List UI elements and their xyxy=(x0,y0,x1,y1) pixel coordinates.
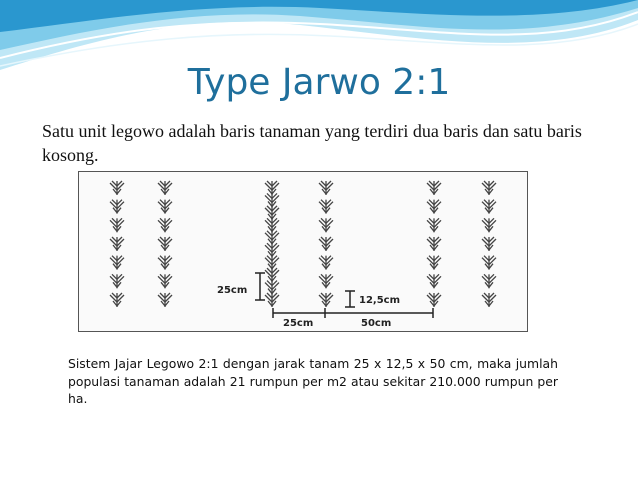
rice-plant-icon xyxy=(427,274,441,288)
rice-plant-icon xyxy=(265,293,279,307)
rice-plant-icon xyxy=(110,181,124,195)
rice-plant-icon xyxy=(158,200,172,214)
rice-plant-icon xyxy=(110,256,124,270)
rice-plant-icon xyxy=(482,218,496,232)
rice-plant-icon xyxy=(319,274,333,288)
rice-plant-icon xyxy=(158,181,172,195)
rice-plant-icon xyxy=(482,237,496,251)
slide-title: Type Jarwo 2:1 xyxy=(187,62,451,103)
label-50cm: 50cm xyxy=(361,318,392,329)
rice-plant-grid xyxy=(110,181,496,307)
rice-plant-icon xyxy=(482,256,496,270)
rice-plant-icon xyxy=(110,274,124,288)
rice-plant-icon xyxy=(158,256,172,270)
rice-plant-icon xyxy=(110,200,124,214)
rice-plant-icon xyxy=(482,200,496,214)
label-25cm-vertical: 25cm xyxy=(217,285,248,296)
dimension-in-row-12-5 xyxy=(345,291,400,307)
rice-plant-icon xyxy=(110,218,124,232)
rice-plant-icon xyxy=(110,237,124,251)
jarwo-diagram xyxy=(78,171,528,332)
rice-plant-icon xyxy=(158,274,172,288)
rice-plant-icon xyxy=(265,281,279,295)
dimension-vertical-25 xyxy=(217,273,265,300)
rice-plant-icon xyxy=(319,237,333,251)
label-12-5cm: 12,5cm xyxy=(359,295,401,306)
label-25cm-horizontal: 25cm xyxy=(283,318,314,329)
rice-plant-icon xyxy=(319,218,333,232)
rice-plant-icon xyxy=(158,218,172,232)
rice-plant-icon xyxy=(319,293,333,307)
dimension-horizontal xyxy=(273,308,433,329)
caption-text: Sistem Jajar Legowo 2:1 dengan jarak tanam 25 x 12,5 x 50 cm, maka jumlah populasi tanaman adalah 21 rumpun per m2 atau sekitar 210.000 rumpun per ha. xyxy=(68,356,558,406)
rice-plant-icon xyxy=(427,200,441,214)
rice-plant-icon xyxy=(482,293,496,307)
rice-plant-icon xyxy=(427,256,441,270)
rice-plant-icon xyxy=(158,237,172,251)
rice-plant-icon xyxy=(265,243,279,257)
rice-plant-icon xyxy=(265,231,279,245)
rice-plant-icon xyxy=(265,181,279,195)
rice-plant-icon xyxy=(427,218,441,232)
rice-plant-icon xyxy=(427,237,441,251)
rice-plant-icon xyxy=(265,193,279,207)
rice-plant-icon xyxy=(265,206,279,220)
rice-plant-icon xyxy=(110,293,124,307)
rice-plant-icon xyxy=(158,293,172,307)
intro-text: Satu unit legowo adalah baris tanaman yang terdiri dua baris dan satu baris kosong. xyxy=(42,121,582,165)
rice-plant-icon xyxy=(319,181,333,195)
rice-plant-icon xyxy=(427,293,441,307)
rice-plant-icon xyxy=(319,200,333,214)
rice-plant-icon xyxy=(265,268,279,282)
rice-plant-icon xyxy=(482,274,496,288)
rice-plant-icon xyxy=(427,181,441,195)
rice-plant-icon xyxy=(265,218,279,232)
rice-plant-icon xyxy=(319,256,333,270)
rice-plant-icon xyxy=(482,181,496,195)
rice-plant-icon xyxy=(265,256,279,270)
